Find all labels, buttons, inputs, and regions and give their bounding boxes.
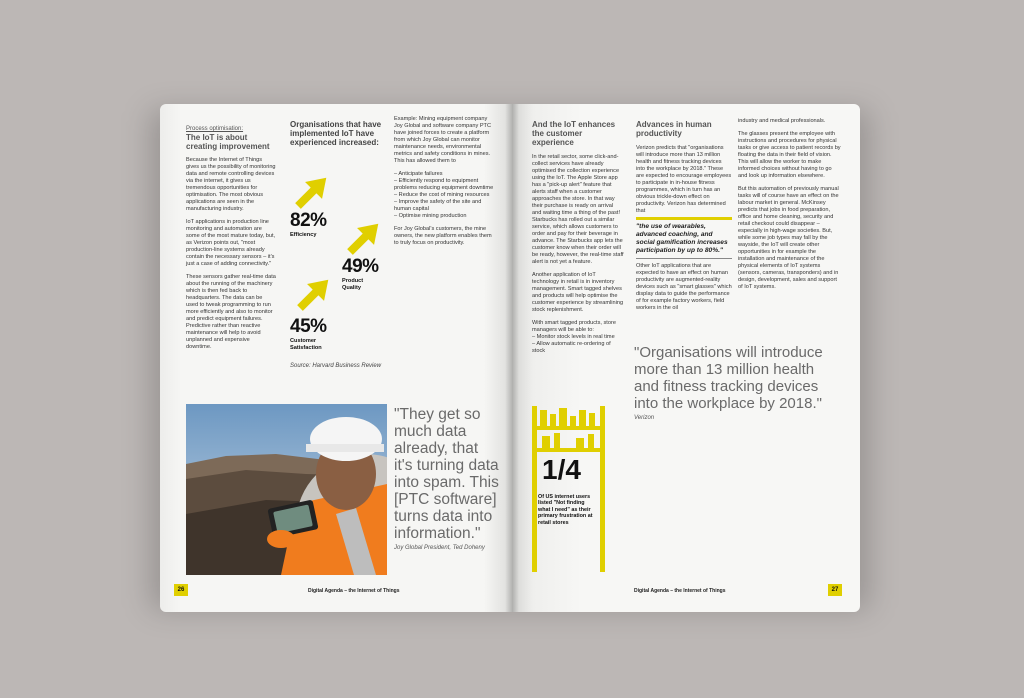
stat-percent: 49% (342, 256, 379, 277)
stat-efficiency (290, 210, 327, 239)
paragraph: But this automation of previously manual tasks will of course have an effect on the labour market in general. McKinsey predicts that jobs in food preparation, office and home cleaning, security and retail checkout could disappear – especially in high-wage societies. But, while some job types may fall by the wayside, the IoT will create other opportunities in for example the installation and maintenance of the physical elements of IoT systems (sensors, cameras, transponders) and in design, development, sales and support of IoT systems. (738, 186, 839, 290)
example-bullet-list (394, 171, 494, 220)
arrow-up-right-icon (342, 215, 387, 260)
example-intro: Example: Mining equipment company Joy Global and software company PTC have joined forces to create a platform from which Joy Global can monitor maintenance needs, environmental metrics and safety conditions in mines. This has allowed them to (394, 116, 492, 164)
page-number: 27 (828, 584, 842, 596)
retail-shelf-graphic (530, 406, 610, 578)
list-item: – Efficiently respond to equipment problems reducing equipment downtime (394, 178, 494, 192)
book-spine (505, 104, 519, 612)
left-page (160, 104, 512, 612)
pull-quote-bottom-rule (636, 258, 732, 259)
worker-tablet-photo (186, 404, 387, 575)
big-quote-block (634, 344, 840, 421)
paragraph: industry and medical professionals. (738, 118, 826, 124)
stat-customer-satisfaction (290, 316, 340, 351)
quote-attribution: Joy Global President, Ted Doheny (394, 545, 485, 551)
paragraph: IoT applications in production line monitoring and automation are some of the most mature today, but, as Verizon points out, "most production-line systems already contain the necessary sensors – it's just a case of adding connectivity." (186, 219, 276, 267)
stats-heading-text: Organisations that have implemented IoT have experienced increased: (290, 120, 382, 147)
big-quote: "Organisations will introduce more than 13 million health and fitness tracking devices into the workplace by 2018." (634, 344, 823, 412)
growth-arrows-graphic (288, 162, 398, 332)
stat-percent: 82% (290, 210, 327, 231)
infographic-caption: Of US internet users listed "Not finding what I need" as their primary frustration at retail stores (538, 494, 593, 526)
section-heading: Advances in human productivity (636, 120, 712, 138)
arrow-up-right-icon (292, 271, 337, 316)
list-item: – Allow automatic re-ordering of stock (532, 341, 624, 355)
paragraph: The glasses present the employee with instructions and procedures for physical tasks or give access to patient records by floating the data in their field of vision. This will allow the worker to make informed choices without having to go and look up information elsewhere. (738, 131, 841, 179)
pull-quote-block (394, 406, 500, 551)
right-column-1 (532, 120, 624, 355)
page-footer: Digital Agenda – the Internet of Things (308, 588, 400, 594)
pull-quote-top-rule (636, 217, 732, 220)
paragraph: These sensors gather real-time data about the running of the machinery which is then fed back to headquarters. The data can be used to tweak programming to run more efficiently and also to monitor and predict equipment failures. Predictive rather than reactive maintenance will help to avoid unplanned and expensive downtime. (186, 274, 276, 350)
stat-label: Product Quality (342, 278, 364, 291)
list-item: – Anticipate failures (394, 171, 494, 178)
page-footer: Digital Agenda – the Internet of Things (634, 588, 726, 594)
inline-pull-quote: "the use of wearables, advanced coaching, and social gamification increases participation by up to 80%." (636, 223, 728, 254)
right-column-2 (636, 120, 732, 318)
paragraph: Because the Internet of Things gives us the possibility of monitoring data and remote controlling devices via the internet, it gives us tremendous opportunities for optimisation. The most obvious applications are seen in the manufacturing industry. (186, 157, 276, 212)
page-number: 26 (174, 584, 188, 596)
left-column-1 (186, 126, 276, 357)
paragraph: With smart tagged products, store managers will be able to: (532, 320, 616, 333)
stat-label: Customer Satisfaction (290, 338, 322, 351)
list-item: – Optimise mining production (394, 213, 494, 220)
section-heading: And the IoT enhances the customer experience (532, 120, 616, 147)
stat-percent: 45% (290, 316, 327, 337)
right-page (512, 104, 860, 612)
pull-quote: "They get so much data already, that it's turning data into spam. This [PTC software] turns data into information." (394, 406, 499, 542)
paragraph: Verizon predicts that "organisations will introduce more than 13 million health and fitness tracking devices into the workplace by 2018." These are expected to encourage employees to participate in in-house fitness programmes, which in turn has an obvious trickle-down effect on productivity. Verizon has determined that (636, 145, 732, 214)
stats-heading (290, 120, 390, 147)
section-heading: The IoT is about creating improvement (186, 133, 270, 151)
quote-attribution: Verizon (634, 415, 655, 421)
paragraph: Another application of IoT technology in retail is in inventory management. Smart tagged shelves and products will help optimise the customer experience by streamlining stock replenishment. (532, 272, 624, 313)
paragraph: In the retail sector, some click-and-collect services have already optimised the collection experience using the IoT. The Apple Store app has a "pick-up alert" feature that alerts staff when a customer approaches the store. In that way their purchase is ready on arrival and waiting time a thing of the past! Starbucks has rolled out a similar service, which allows customers to order and pay for their beverage in advance. The Starbucks app lets the customer know when their order will be ready, however, the real-time staff alert is not yet a feature. (532, 154, 624, 265)
source-citation: Source: Harvard Business Review (290, 363, 382, 369)
left-column-3 (394, 116, 494, 253)
stock-bullet-list (532, 334, 624, 355)
stat-product-quality (342, 256, 392, 291)
example-outro: For Joy Global's customers, the mine owners, the new platform enables them to truly focus on productivity. (394, 226, 492, 246)
section-kicker: Process optimisation: (186, 126, 244, 132)
arrow-up-right-icon (290, 169, 335, 214)
list-item: – Improve the safety of the site and human capital (394, 199, 494, 213)
infographic-fraction: 1/4 (542, 454, 581, 485)
list-item: – Reduce the cost of mining resources (394, 192, 494, 199)
list-item: – Monitor stock levels in real time (532, 334, 624, 341)
right-column-3 (738, 118, 842, 297)
paragraph: Other IoT applications that are expected to have an effect on human productivity are augmented-reality devices such as "smart glasses" which display data to guide the performance of for example factory workers, field workers in the oil (636, 263, 732, 311)
stat-label: Efficiency (290, 232, 317, 238)
